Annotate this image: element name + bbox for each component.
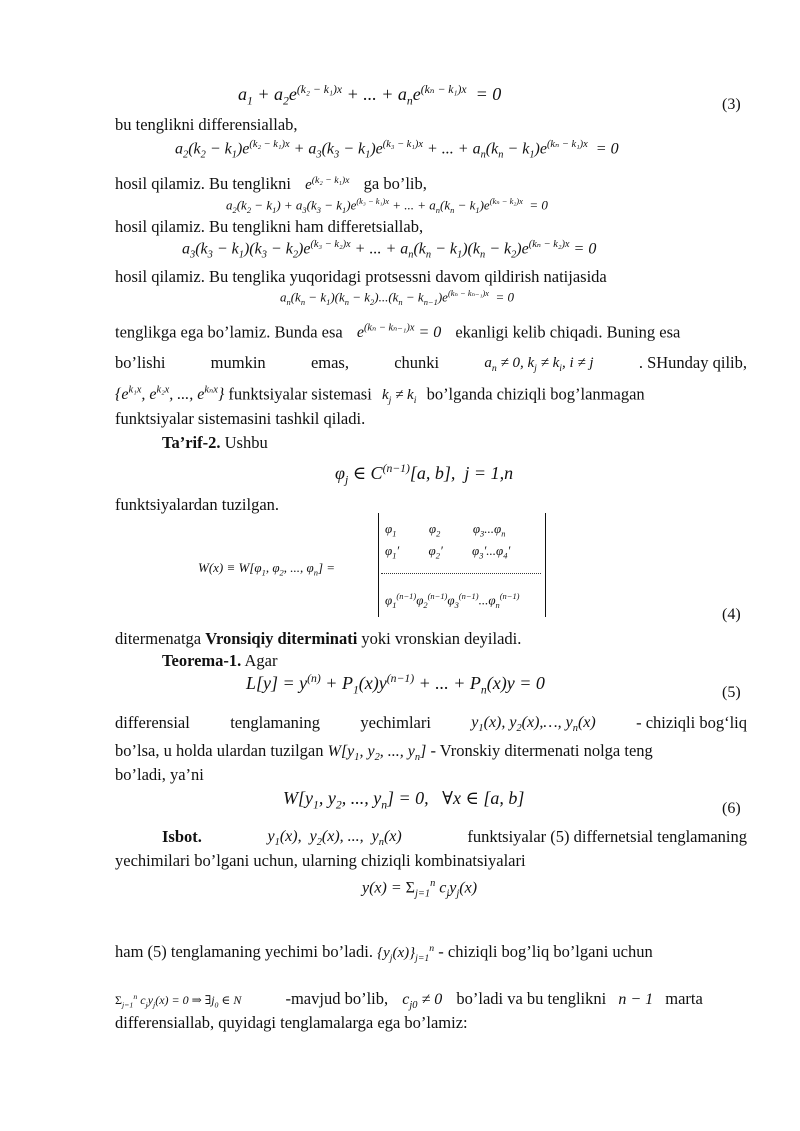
formula-condition: $a_n \ne 0$, $k_j \ne k_i$, i ≠ j [484, 355, 594, 374]
formula-solutions: $y_1(x)$, $y_2(x),\dots$, $y_n(x)$ [471, 714, 596, 735]
text-segment: marta [665, 989, 703, 1008]
text-line [115, 628, 747, 650]
text-segment: ekanligi kelib chiqadi. Buning esa [455, 322, 681, 342]
text-line: funktsiyalar sistemasini tashkil qiladi. [115, 409, 366, 428]
text-line [115, 712, 747, 740]
text-segment: ga bo’lib, [363, 174, 427, 193]
formula-wronskian-def: $W(x) \equiv W[\varphi_1$, $\varphi_2$, ..., $\varphi_n$] = [198, 560, 336, 578]
determinant-dotted-separator [381, 573, 541, 574]
equation-6: $W[y_1$, $y_2$, ..., $y_n] = 0$, ∀x ∈ [a, b] [283, 788, 525, 812]
formula-set-y: $\{y_j(x)\}_{j=1}^n$ [377, 943, 435, 964]
text-segment: differensial [115, 713, 190, 732]
formula-differentiated-2: $a_3(k_3 - k_1)(k_3 - k_2)e^{(k_3 - k_2)x}$ + ... + $a_n(k_n - k_1)(k_n - k_2)e^{(k_n - k_2)x} = 0$ [182, 239, 597, 261]
text-segment: mumkin [210, 353, 266, 372]
formula-solutions-2: $y_1(x)$, $y_2(x)$, ..., $y_n(x)$ [267, 828, 402, 849]
text-segment: chunki [394, 353, 440, 372]
text-segment: tenglikga ega bo’lamiz. Bunda esa [115, 322, 343, 342]
theorem-label: Teorema-1. [162, 651, 242, 670]
text-segment: bo’lganda chiziqli bog’lanmagan [426, 384, 645, 404]
equation-5: $L[y] = y^{(n)} + P_1(x)y^{(n-1)}$ + ... + $P_n(x)y = 0$ [246, 672, 545, 697]
equation-number-5: (5) [722, 684, 741, 701]
text-segment: Ushbu [220, 433, 268, 452]
formula-divided: $a_2(k_2 - k_1) + a_3(k_3 - k_1)e^{(k_3 - k_1)x}$ + ... + $a_n(k_n - k_1)e^{(k_n - k_2)x} = 0$ [226, 196, 548, 215]
text-line: yechimilari bo’lgani uchun, ularning chiziqli kombinatsiyalari [115, 851, 526, 870]
determinant-row-3: $\varphi_1^{(n-1)}\varphi_2^{(n-1)}\varphi_3^{(n-1)}...\varphi_n^{(n-1)}$ [385, 591, 520, 610]
formula-differentiated-1: $a_2(k_2 - k_1)e^{(k_2 - k_1)x} + a_3(k_3 - k_1)e^{(k_3 - k_1)x}$ + ... + $a_n(k_n - k_1)e^{(k_n - k_1)x} = 0$ [175, 139, 619, 161]
definition-label: Ta’rif-2. [162, 433, 221, 452]
wronskian-determinant [378, 513, 546, 617]
formula-phi-class: $\varphi_j$ ∈ $C^{(n-1)}[a$, b], j = 1,n [335, 462, 514, 487]
bold-term: Vronsiqiy diterminati [205, 629, 358, 648]
text-line [115, 938, 747, 970]
text-segment: bo’lsa, u holda ulardan tuzilgan [115, 741, 324, 760]
text-segment: ham (5) tenglamaning yechimi bo’ladi. [115, 942, 373, 961]
text-segment: . SHunday qilib, [638, 353, 747, 372]
formula-k-neq: $k_j \ne k_i$ [381, 387, 417, 407]
text-segment: Agar [241, 651, 278, 670]
equation-number-6: (6) [722, 800, 741, 817]
text-line: funktsiyalardan tuzilgan. [115, 495, 280, 514]
determinant-row-1: $\varphi_1$ $\varphi_2$ $\varphi_3...\varphi_n$ [385, 521, 506, 539]
text-segment: bo’lishi [115, 353, 166, 372]
equation-3: $a_1 + a_2e^{(k_2 - k_1)x}$ + ... + $a_ne^{(k_n - k_1)x} = 0$ [238, 83, 502, 108]
text-line: bu tenglikni differensiallab, [115, 115, 298, 134]
text-segment: yechimlari [360, 713, 431, 732]
text-line [115, 318, 747, 344]
text-segment: yoki vronskian deyiladi. [357, 629, 522, 648]
text-segment: - chiziqli bog‘liq [636, 713, 747, 732]
text-segment: - chiziqli bog’liq bo’lgani uchun [438, 942, 653, 961]
theorem-heading [162, 650, 794, 672]
formula-final: $a_n(k_n - k_1)(k_n - k_2)...(k_n - k_{n-1})e^{(k_n - k_{n-1})x} = 0$ [280, 288, 514, 307]
text-line: differensiallab, quyidagi tenglamalarga ega bo’lamiz: [115, 1013, 468, 1032]
formula-exp-divisor: $e^{(k_2 - k_1)x}$ [305, 175, 350, 193]
text-line: hosil qilamiz. Bu tenglikni ham differetsiallab, [115, 217, 424, 236]
formula-linear-combination: $y(x) = \Sigma_{j=1}^n$ $c_jy_j(x)$ [362, 878, 478, 900]
formula-exp-zero: $e^{(k_n - k_{n-1})x} = 0$ [356, 323, 442, 342]
formula-wronskian-y: $W[y_1$, $y_2$, ..., $y_n$] [327, 743, 427, 764]
formula-sum-zero: $\Sigma_{j=1}^n$ $c_jy_j(x) = 0$ ⇒ $\exists j_0$ ∈ N [115, 992, 242, 1010]
text-segment: -mavjud bo’lib, [285, 989, 389, 1008]
text-segment: tenglamaning [230, 713, 321, 732]
text-line: bo’ladi, ya’ni [115, 765, 204, 784]
text-line [115, 170, 747, 196]
formula-exp-set: {$e^{k_1x}$, $e^{k_2x}$, ..., $e^{k_nx}$} [115, 385, 225, 404]
equation-number-3: (3) [722, 96, 741, 113]
text-line: hosil qilamiz. Bu tenglika yuqoridagi protsessni davom qildirish natijasida [115, 267, 607, 286]
determinant-row-2: $\varphi_1'$ $\varphi_2'$ $\varphi_3'...\varphi_4'$ [385, 543, 511, 561]
text-segment: ditermenatga [115, 629, 206, 648]
text-segment: funktsiyalar sistemasi [228, 384, 372, 404]
definition-heading [162, 432, 794, 454]
equation-number-4: (4) [722, 606, 741, 623]
text-segment: emas, [310, 353, 349, 372]
formula-cj0: $c_{j0} \ne 0$ [402, 991, 443, 1012]
text-line [115, 352, 747, 380]
proof-label: Isbot. [162, 827, 202, 846]
formula-n-minus-1: n − 1 [618, 991, 654, 1008]
text-segment: funktsiyalar (5) differnetsial tenglamaning [467, 827, 747, 846]
text-segment: - Vronskiy ditermenati nolga teng [430, 741, 653, 760]
text-segment: hosil qilamiz. Bu tenglikni [115, 174, 291, 193]
text-segment: bo’ladi va bu tenglikni [456, 989, 607, 1008]
